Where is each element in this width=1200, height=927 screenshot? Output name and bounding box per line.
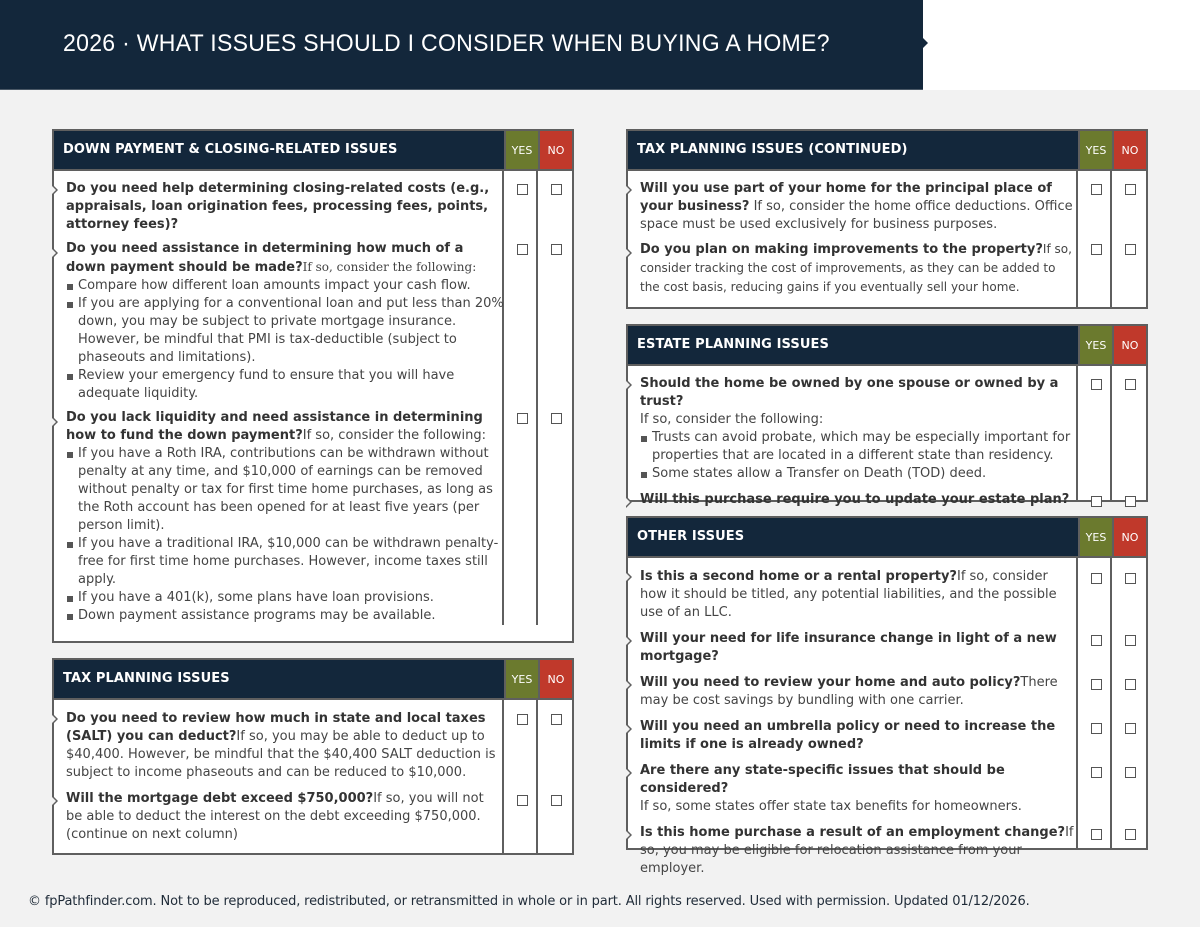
bullet-item: Compare how different loan amounts impact your cash flow. (66, 277, 504, 295)
section-header (628, 131, 1146, 171)
yes-column-header: YES (504, 660, 538, 698)
question-item (628, 622, 1078, 666)
no-checkbox[interactable] (1091, 244, 1102, 255)
question-text: Do you need to review how much in state and local taxes (SALT) you can deduct? (66, 711, 486, 744)
question-text: Are there any state-specific issues that should be considered? (640, 763, 1005, 796)
question-item (628, 234, 1078, 297)
yes-column-header: YES (1078, 326, 1112, 364)
section-body (54, 171, 572, 625)
no-checkbox[interactable] (1091, 496, 1102, 507)
question-text: Will the mortgage debt exceed $750,000? (66, 791, 374, 806)
bullet-item: Down payment assistance programs may be available. (66, 607, 504, 625)
section-title: TAX PLANNING ISSUES (CONTINUED) (637, 142, 908, 157)
question-item (54, 171, 504, 234)
yes-checkbox[interactable] (551, 795, 562, 806)
question-text: Will you need to review your home and auto policy? (640, 675, 1021, 690)
section-title: ESTATE PLANNING ISSUES (637, 337, 829, 352)
no-checkbox[interactable] (517, 714, 528, 725)
no-column-header: NO (1112, 326, 1146, 364)
bullet-item: Trusts can avoid probate, which may be especially important for properties that are located in a different state than residency. (640, 429, 1078, 465)
question-detail: If so, you may be eligible for relocation assistance from your employer. (640, 825, 1074, 876)
question-text: Is this a second home or a rental property? (640, 569, 957, 584)
bullet-item: If you have a traditional IRA, $10,000 can be withdrawn penalty-free for first time home purchases. However, income taxes still apply. (66, 535, 504, 589)
no-checkbox[interactable] (1091, 829, 1102, 840)
question-detail: If so, consider the following: (302, 428, 487, 443)
question-item (628, 558, 1078, 622)
no-column-header: NO (538, 660, 572, 698)
question-item (54, 700, 504, 782)
section-title: OTHER ISSUES (637, 529, 745, 544)
section-down-payment (52, 129, 574, 643)
yes-column-header: YES (1078, 131, 1112, 169)
section-body (628, 171, 1146, 309)
yes-checkbox[interactable] (551, 714, 562, 725)
question-text: Do you need help determining closing-related costs (e.g., appraisals, loan origination fees, processing fees, points, attorney fees)? (66, 181, 490, 232)
question-item (54, 234, 504, 403)
question-detail: If so, consider the home office deductions. Office space must be used exclusively for business purposes. (640, 199, 1073, 232)
question-detail: If so, consider the following: (640, 412, 824, 427)
yes-checkbox[interactable] (1125, 244, 1136, 255)
bullet-item: If you have a 401(k), some plans have loan provisions. (66, 589, 504, 607)
section-header (54, 131, 572, 171)
copyright-footer: © fpPathfinder.com. Not to be reproduced, redistributed, or retransmitted in whole or in part. All rights reserved. Used with permission. Updated 01/12/2026. (28, 894, 1030, 909)
section-title: DOWN PAYMENT & CLOSING-RELATED ISSUES (63, 142, 398, 157)
section-estate-planning (626, 324, 1148, 507)
column-dividers (502, 171, 572, 625)
section-body (628, 366, 1146, 507)
question-item (628, 710, 1078, 754)
page-title: 2026 · WHAT ISSUES SHOULD I CONSIDER WHEN BUYING A HOME? (63, 30, 830, 57)
yes-checkbox[interactable] (1125, 496, 1136, 507)
question-detail: If so, you will not be able to deduct the interest on the debt exceeding $750,000. (continue on next column) (66, 791, 484, 842)
yes-checkbox[interactable] (551, 413, 562, 424)
section-body (628, 558, 1146, 876)
section-tax-planning-continued (626, 129, 1148, 309)
question-detail: If so, you may be able to deduct up to $40,400. However, be mindful that the $40,400 SALT deduction is subject to income phaseouts and can be reduced to $10,000. (66, 729, 496, 780)
no-checkbox[interactable] (1091, 184, 1102, 195)
yes-column-header: YES (1078, 518, 1112, 556)
no-checkbox[interactable] (1091, 635, 1102, 646)
question-text: Will you use part of your home for the principal place of your business? (640, 181, 1052, 214)
no-column-header: NO (1112, 518, 1146, 556)
question-item (628, 366, 1078, 483)
no-checkbox[interactable] (1091, 573, 1102, 584)
question-text: Do you lack liquidity and need assistance in determining how to fund the down payment? (66, 410, 483, 443)
question-text: Will you need an umbrella policy or need to increase the limits if one is already owned? (640, 719, 1056, 752)
yes-checkbox[interactable] (1125, 184, 1136, 195)
bullet-item: Review your emergency fund to ensure that you will have adequate liquidity. (66, 367, 504, 403)
section-header (54, 660, 572, 700)
question-item (628, 171, 1078, 234)
no-checkbox[interactable] (517, 244, 528, 255)
bullet-item: If you are applying for a conventional loan and put less than 20% down, you may be subject to private mortgage insurance. However, be mindful that PMI is tax-deductible (subject to phaseouts and limitations). (66, 295, 504, 367)
no-checkbox[interactable] (1091, 723, 1102, 734)
yes-checkbox[interactable] (1125, 767, 1136, 778)
yes-checkbox[interactable] (1125, 379, 1136, 390)
yes-checkbox[interactable] (1125, 723, 1136, 734)
question-item (628, 754, 1078, 816)
question-detail: If so, some states offer state tax benefits for homeowners. (640, 799, 1022, 814)
question-detail: If so, consider how it should be titled, any potential liabilities, and the possible use of an LLC. (640, 569, 1057, 620)
bullet-list (640, 429, 1078, 483)
section-title: TAX PLANNING ISSUES (63, 671, 230, 686)
question-detail: If so, consider tracking the cost of improvements, as they can be added to the cost basis, reducing gains if you eventually sell your home. (640, 242, 1072, 294)
question-detail: There may be cost savings by bundling with one carrier. (640, 675, 1058, 708)
yes-checkbox[interactable] (1125, 635, 1136, 646)
bullet-item: Some states allow a Transfer on Death (TOD) deed. (640, 465, 1078, 483)
yes-checkbox[interactable] (1125, 679, 1136, 690)
no-checkbox[interactable] (1091, 379, 1102, 390)
no-checkbox[interactable] (517, 184, 528, 195)
question-text: Should the home be owned by one spouse or owned by a trust? (640, 376, 1059, 409)
question-text: Do you need assistance in determining how much of a down payment should be made? (66, 241, 464, 275)
question-text: Will this purchase require you to update your estate plan? (640, 492, 1070, 507)
question-item (628, 483, 1078, 509)
no-column-header: NO (538, 131, 572, 169)
yes-column-header: YES (504, 131, 538, 169)
section-header (628, 326, 1146, 366)
yes-checkbox[interactable] (551, 244, 562, 255)
question-detail: If so, consider the following: (302, 260, 477, 274)
section-header (628, 518, 1146, 558)
yes-checkbox[interactable] (551, 184, 562, 195)
no-column-header: NO (1112, 131, 1146, 169)
question-text: Will your need for life insurance change in light of a new mortgage? (640, 631, 1057, 664)
column-dividers (1076, 558, 1146, 850)
no-checkbox[interactable] (517, 413, 528, 424)
yes-checkbox[interactable] (1125, 573, 1136, 584)
question-text: Is this home purchase a result of an employment change? (640, 825, 1066, 840)
no-checkbox[interactable] (1091, 679, 1102, 690)
section-other-issues (626, 516, 1148, 876)
no-checkbox[interactable] (1091, 767, 1102, 778)
question-item (54, 403, 504, 625)
bullet-list (66, 445, 504, 625)
question-item (628, 666, 1078, 710)
yes-checkbox[interactable] (1125, 829, 1136, 840)
no-checkbox[interactable] (517, 795, 528, 806)
question-item (54, 782, 504, 844)
question-text: Do you plan on making improvements to the property? (640, 242, 1043, 257)
bullet-item: If you have a Roth IRA, contributions can be withdrawn without penalty at any time, and $10,000 of earnings can be removed without penalty or tax for first time home purchases, as long as the Roth account has been opened for at least five years (per person limit). (66, 445, 504, 535)
page-header (0, 0, 923, 90)
section-body (54, 700, 572, 855)
section-tax-planning (52, 658, 574, 855)
bullet-list (66, 277, 504, 403)
question-item (628, 816, 1078, 878)
